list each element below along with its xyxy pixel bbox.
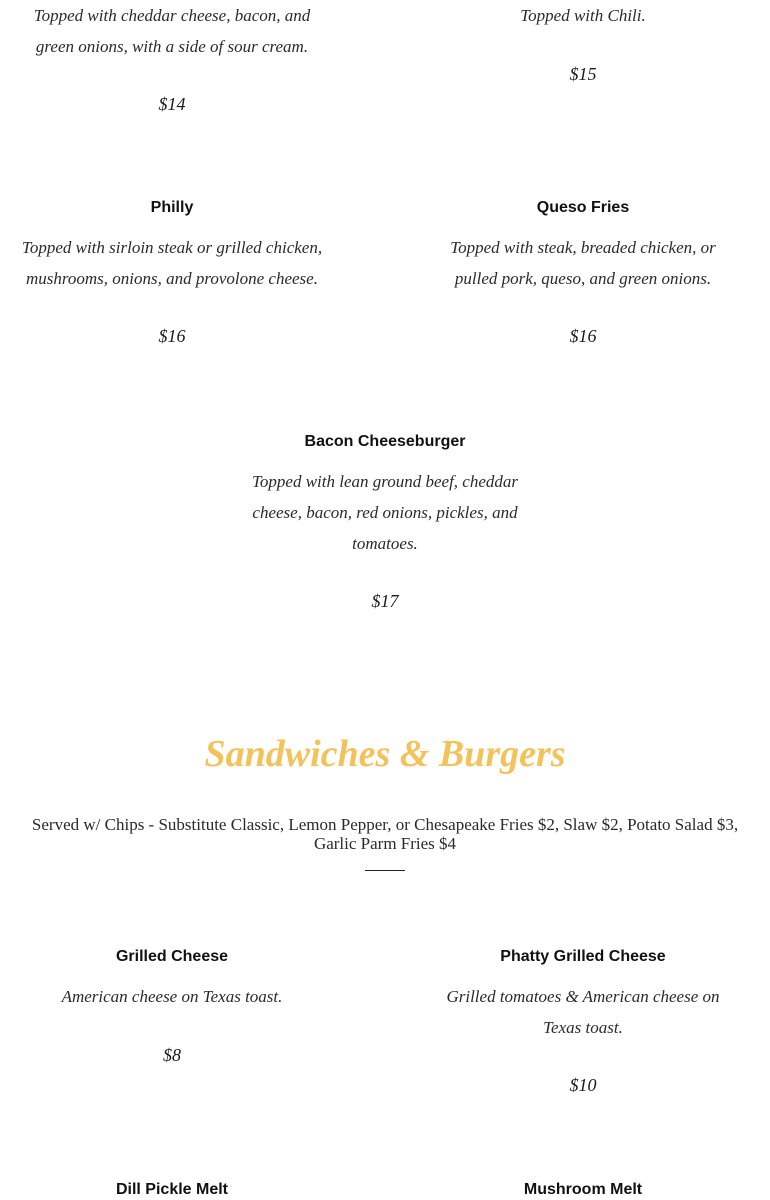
section-divider [365,870,405,871]
menu-item-description: Topped with Chili. [520,6,646,25]
section-title: Sandwiches & Burgers [204,733,566,775]
menu-item-price: $10 [569,1075,597,1095]
menu-item-price: $16 [569,326,597,346]
menu-item-price: $16 [158,326,186,346]
menu-item-description: Topped with cheddar cheese, bacon, and green onions, with a side of sour cream. [33,6,311,56]
menu-item-name-mushroom-melt: Mushroom Melt [523,1181,643,1198]
menu-item-description: Topped with steak, breaded chicken, or pulled pork, queso, and green onions. [450,238,716,288]
menu-item-price: $14 [158,94,186,114]
menu-item-description: Topped with sirloin steak or grilled chicken, mushrooms, onions, and provolone cheese. [21,238,323,288]
menu-item-name-philly: Philly [150,199,194,216]
section-note: Served w/ Chips - Substitute Classic, Lemon Pepper, or Chesapeake Fries $2, Slaw $2, Potato Salad $3, Garlic Parm Fries $4 [31,815,739,853]
menu-item-price: $15 [569,64,597,84]
menu-item-name-dill-pickle-melt: Dill Pickle Melt [115,1181,229,1198]
menu-item-description: American cheese on Texas toast. [61,987,283,1006]
menu-item-name-grilled-cheese: Grilled Cheese [115,948,229,965]
menu-item-price: $8 [163,1045,181,1065]
menu-item-name-bacon-cheeseburger: Bacon Cheeseburger [304,433,466,450]
menu-item-name-phatty-grilled-cheese: Phatty Grilled Cheese [500,948,666,965]
menu-item-price: $17 [371,591,399,611]
menu-item-description: Topped with lean ground beef, cheddar cheese, bacon, red onions, pickles, and tomatoes. [252,472,518,553]
menu-item-name-queso-fries: Queso Fries [536,199,630,216]
menu-item-description: Grilled tomatoes & American cheese on Texas toast. [446,987,720,1037]
